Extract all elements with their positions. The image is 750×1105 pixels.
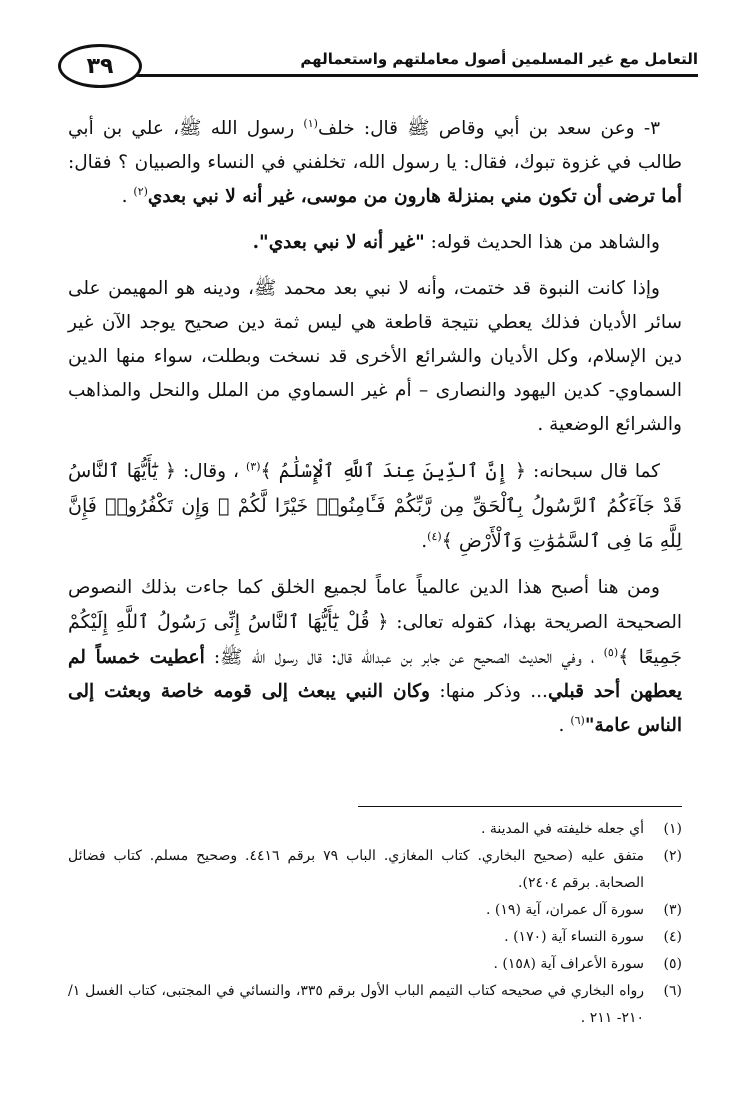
footnote-ref: (٥) — [603, 645, 619, 659]
footnote-ref: (١) — [303, 116, 318, 130]
footnote-item — [68, 951, 682, 978]
text-run: والشاهد من هذا الحديث قوله: — [424, 232, 660, 253]
footnote-ref: (٤) — [427, 529, 442, 543]
paragraph — [68, 454, 682, 559]
hadith-quote: أما ترضى أن تكون مني بمنزلة هارون من موسى، غير أنه لا نبي بعدي — [147, 186, 682, 207]
footnote-ref: (٦) — [570, 713, 585, 727]
header-rule — [128, 74, 698, 77]
footnote-item — [68, 978, 682, 1032]
footnote-item — [68, 843, 682, 897]
footnote-ref: (٣) — [245, 459, 261, 473]
footnote-text: سورة آل عمران، آية (١٩) . — [486, 902, 644, 918]
main-text — [68, 112, 682, 755]
footnote-number: (٢) — [663, 848, 682, 864]
text-run: ، وقال: — [175, 461, 246, 482]
text-run: . — [421, 531, 428, 552]
text-run: ... وذكر منها: — [430, 681, 548, 702]
page-number-badge — [58, 44, 142, 88]
text-run: ٣- وعن سعد بن أبي وقاص ﷺ قال: خلف — [317, 118, 661, 139]
paragraph — [68, 112, 682, 214]
header-title: التعامل مع غير المسلمين أصول معاملتهم واستعمالهم — [300, 50, 698, 68]
footnote-item — [68, 897, 682, 924]
paragraph — [68, 272, 682, 442]
footnote-text: سورة النساء آية (١٧٠) . — [504, 929, 644, 945]
footnote-text: أي جعله خليفته في المدينة . — [480, 821, 644, 837]
quran-verse: ﴿ إِنَّ ٱلدِّينَ عِندَ ٱللَّهِ ٱلْإِسْلَٰمُ ﴾ — [260, 460, 527, 482]
paragraph — [68, 571, 682, 743]
text-run: . — [558, 715, 571, 736]
footnote-number: (٦) — [663, 983, 682, 999]
text-run: رسول الله ﷺ، علي بن أبي طالب في غزوة تبوك، فقال: يا رسول الله، تخلفني في النساء والصبيان ؟ فقال: — [68, 118, 682, 173]
quran-verse: ﴿ قُلْ يَٰٓأَيُّهَا ٱلنَّاسُ إِنِّى رَسُولُ ٱللَّهِ إِلَيْكُمْ جَمِيعًا ﴾ — [68, 611, 682, 668]
text-run: ومن هنا أصبح هذا الدين عالمياً عاماً لجميع الخلق كما جاءت بذلك النصوص الصحيحة الصريحة بهذا، كقوله تعالى: — [68, 577, 683, 633]
hadith-quote: "غير أنه لا نبي بعدي". — [252, 232, 425, 253]
running-header — [58, 44, 698, 90]
hadith-quote: وكان النبي يبعث إلى قومه خاصة وبعثت إلى الناس عامة" — [68, 681, 682, 736]
footnote-number: (٤) — [663, 929, 682, 945]
footnote-number: (٣) — [663, 902, 682, 918]
text-run: وإذا كانت النبوة قد ختمت، وأنه لا نبي بعد محمد ﷺ، ودينه هو المهيمن على سائر الأديان فذلك يعطي نتيجة قاطعة هي ليس ثمة دين صحيح يوجد الآن غير دين الإسلام، وكل الأديان والشرائع الأخرى قد نسخت وبطلت، سواء منها الدين السماوي- كدين اليهود والنصارى – أم غير السماوي من الملل والنحل والمذاهب والشرائع الوضعية . — [68, 278, 682, 435]
text-run: كما قال سبحانه: — [526, 461, 660, 482]
paragraph — [68, 226, 682, 260]
footnote-item — [68, 816, 682, 843]
footnote-separator — [358, 806, 682, 807]
footnotes — [68, 816, 682, 1032]
text-run: . — [121, 186, 134, 207]
footnote-text: رواه البخاري في صحيحه كتاب التيمم الباب الأول برقم ٣٣٥، والنسائي في المجتبى، كتاب الغسل ١/ ٢١٠- ٢١١ . — [68, 983, 644, 1026]
text-run: ، وفي الحديث الصحيح عن جابر بن عبدالله قال: قال رسول الله ﷺ: — [204, 647, 604, 668]
footnote-text: سورة الأعراف آية (١٥٨) . — [493, 956, 644, 972]
hadith-quote: أعطيت خمساً لم يعطهن أحد قبلي — [68, 647, 683, 702]
page-number: ٣٩ — [86, 53, 114, 79]
footnote-item — [68, 924, 682, 951]
footnote-ref: (٢) — [133, 184, 148, 198]
footnote-number: (١) — [663, 821, 682, 837]
footnote-text: متفق عليه (صحيح البخاري. كتاب المغازي. الباب ٧٩ برقم ٤٤١٦. وصحيح مسلم. كتاب فضائل الصحابة. برقم ٢٤٠٤). — [68, 848, 644, 891]
quran-verse: ﴿ يَٰٓأَيُّهَا ٱلنَّاسُ قَدْ جَآءَكُمُ ٱلرَّسُولُ بِٱلْحَقِّ مِن رَّبِّكُمْ فَـَٔامِنُوا۟ خَيْرًا لَّكُمْ ۚ وَإِن تَكْفُرُوا۟ فَإِنَّ لِلَّهِ مَا فِى ٱلسَّمَٰوَٰتِ وَٱلْأَرْضِ ﴾ — [68, 460, 682, 552]
footnote-number: (٥) — [663, 956, 682, 972]
